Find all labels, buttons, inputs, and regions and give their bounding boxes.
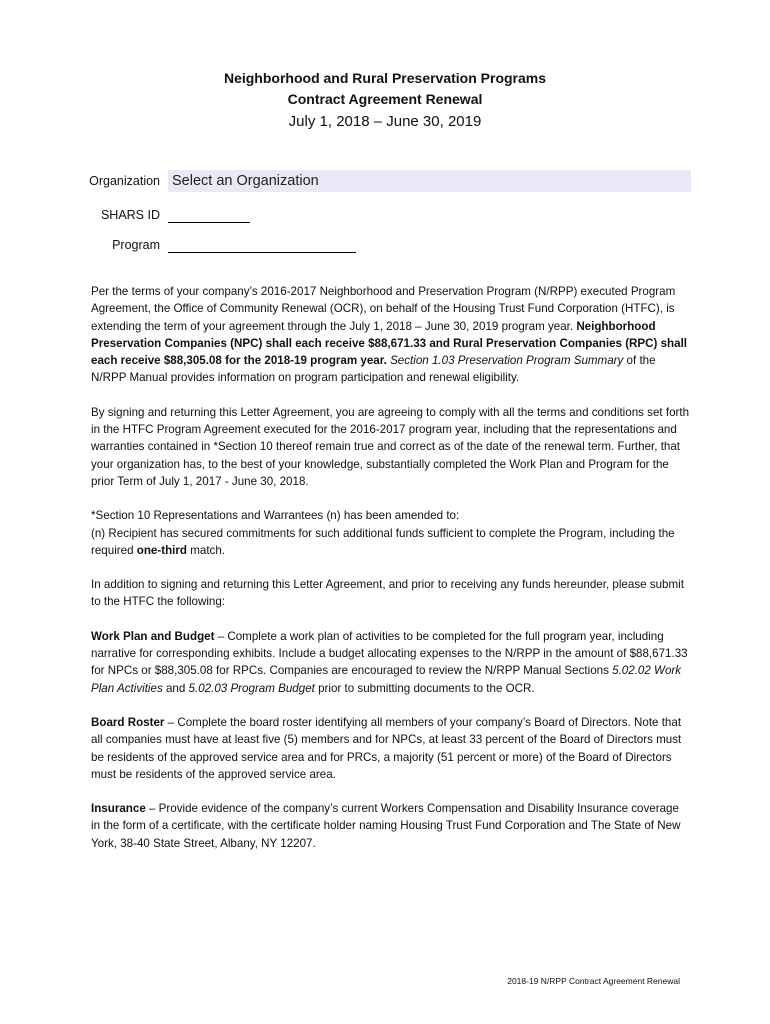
program-row bbox=[0, 236, 356, 253]
p3-bold-one-third: one-third bbox=[136, 543, 187, 557]
p1-text-e: of the N/RPP Manual provides information on program participation and renewal eligibility. bbox=[91, 354, 656, 385]
p1-text-a: Per the terms of your company’s 2016-2017 Neighborhood and Preservation Program (N/RPP) executed Program Agreement, the Office of Community Renewal (OCR), on behalf of the Housing Trust Fund Corporation (HTFC), is extending the term of your agreement through the July 1, 2018 – June 30, 2019 program year. bbox=[91, 285, 676, 333]
title-line2: Contract Agreement Renewal bbox=[287, 91, 483, 107]
paragraph-board-roster bbox=[91, 714, 691, 783]
p6-text-a: – Complete the board roster identifying all members of your company’s Board of Directors. Note that all companies must have at least five (5) members and for NPCs, at least 33 percent of the Board of Directors must be residents of the approved service area and for PRCs, a majority (51 percent or more) of the Board of Directors must be residents of the approved service area. bbox=[91, 715, 682, 781]
organization-row bbox=[0, 170, 691, 192]
paragraph-signing: By signing and returning this Letter Agreement, you are agreeing to comply with all the terms and conditions set forth in the HTFC Program Agreement executed for the 2016-2017 program year, including that the representations and warranties contained in *Section 10 thereof remain true and correct as of the date of the renewal term. Further, that your organization has, to the best of your knowledge, substantially completed the Work Plan and Program for the prior Term of July 1, 2017 - June 30, 2018. bbox=[91, 405, 690, 488]
p5-text-e: prior to submitting documents to the OCR. bbox=[314, 681, 535, 695]
insurance-heading: Insurance bbox=[91, 802, 146, 816]
p3-text-a: (n) Recipient has secured commitments for such additional funds sufficient to complete the Program, including the required bbox=[91, 526, 675, 557]
p5-text-c: and bbox=[162, 681, 189, 695]
organization-label: Organization bbox=[89, 174, 160, 188]
p3-text-c: match. bbox=[187, 543, 226, 557]
paragraph-work-plan bbox=[91, 628, 691, 697]
p5-italic-budget: 5.02.03 Program Budget bbox=[188, 681, 315, 695]
shars-label: SHARS ID bbox=[100, 207, 160, 222]
organization-select-value: Select an Organization bbox=[172, 173, 319, 189]
p3-line1: *Section 10 Representations and Warrantees (n) has been amended to: bbox=[91, 509, 460, 523]
p7-text-a: – Provide evidence of the company’s current Workers Compensation and Disability Insurance coverage in the form of a certificate, with the certificate holder naming Housing Trust Fund Corporation and The State of New York, 38-40 State Street, Albany, NY 12207. bbox=[91, 802, 681, 850]
paragraph-insurance bbox=[91, 800, 691, 852]
board-roster-heading: Board Roster bbox=[91, 715, 165, 729]
letter-body bbox=[91, 283, 691, 869]
document-header bbox=[0, 68, 770, 134]
date-range: July 1, 2018 – June 30, 2019 bbox=[288, 113, 482, 130]
p1-italic-section: Section 1.03 Preservation Program Summary bbox=[390, 354, 624, 368]
shars-id-input[interactable] bbox=[168, 206, 250, 223]
title-line1: Neighborhood and Rural Preservation Programs bbox=[223, 70, 547, 86]
organization-select[interactable] bbox=[168, 170, 691, 192]
paragraph-terms bbox=[91, 283, 691, 387]
page-footer: 2018-19 N/RPP Contract Agreement Renewal bbox=[507, 976, 680, 986]
p5-italic-work-plan: 5.02.02 Work Plan Activities bbox=[91, 664, 682, 695]
paragraph-section10 bbox=[91, 507, 691, 559]
work-plan-heading: Work Plan and Budget bbox=[91, 629, 215, 643]
program-input[interactable] bbox=[168, 236, 356, 253]
p1-bold-award: Neighborhood Preservation Companies (NPC) shall each receive $88,671.33 and Rural Preservation Companies (RPC) shall each receive $88,305.08 for the 2018-19 program year. bbox=[91, 319, 688, 368]
program-label: Program bbox=[112, 237, 160, 252]
p5-text-a: – Complete a work plan of activities to be completed for the full program year, including narrative for corresponding exhibits. Include a budget allocating expenses to the N/RPP in the amount of $88,671.33 for NPCs or $88,305.08 for RPCs. Companies are encouraged to review the N/RPP Manual Sections bbox=[91, 629, 688, 678]
paragraph-submit: In addition to signing and returning this Letter Agreement, and prior to receiving any funds hereunder, please submit to the HTFC the following: bbox=[91, 578, 684, 609]
shars-row bbox=[0, 206, 250, 223]
